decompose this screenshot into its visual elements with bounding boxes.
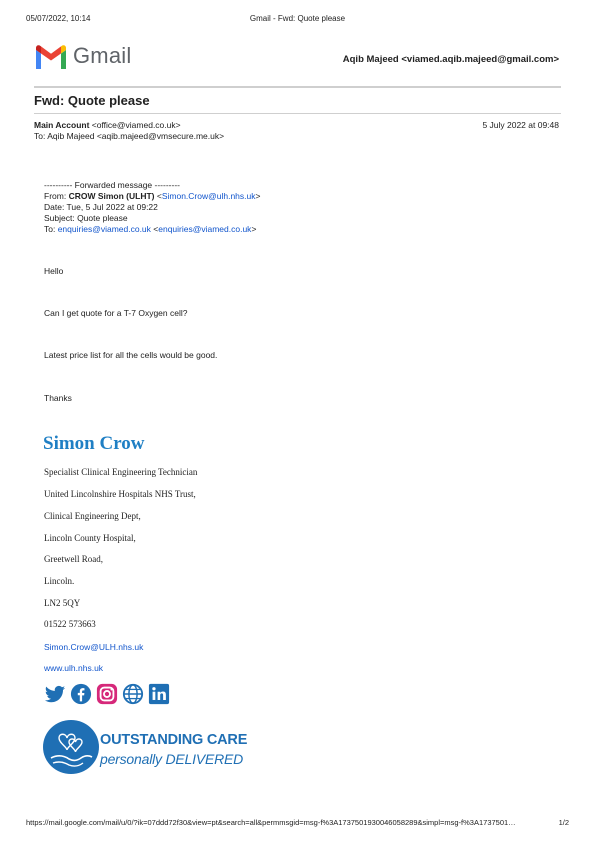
to-email-link-2[interactable]: enquiries@viamed.co.uk	[158, 224, 252, 234]
body-request: Can I get quote for a T-7 Oxygen cell?	[44, 308, 188, 318]
signature-email-link[interactable]: Simon.Crow@ULH.nhs.uk	[44, 642, 144, 652]
signature-line: LN2 5QY	[44, 598, 81, 608]
sent-date: 5 July 2022 at 09:48	[482, 120, 559, 130]
to-close: >	[251, 224, 257, 234]
from-open: <	[154, 191, 162, 201]
signature-line: Greetwell Road,	[44, 554, 103, 564]
signature-website-link[interactable]: www.ulh.nhs.uk	[44, 663, 104, 673]
to-label: To:	[44, 224, 58, 234]
forwarded-from	[44, 191, 260, 201]
body-thanks: Thanks	[44, 393, 72, 403]
facebook-icon[interactable]	[70, 683, 92, 705]
print-datetime: 05/07/2022, 10:14	[26, 14, 91, 23]
sender	[34, 120, 181, 130]
from-email-link[interactable]: Simon.Crow@ulh.nhs.uk	[161, 191, 256, 201]
from-label: From:	[44, 191, 69, 201]
forwarded-divider: ---------- Forwarded message ---------	[44, 180, 180, 190]
signature-line: Clinical Engineering Dept,	[44, 511, 141, 521]
from-close: >	[255, 191, 261, 201]
footer-url: https://mail.google.com/mail/u/0/?ik=07ddd72f30&view=pt&search=all&permmsgid=msg-f%3A1737501930046058289&simpl=msg-f%3A1737501…	[26, 818, 516, 827]
account-email: Aqib Majeed <viamed.aqib.majeed@gmail.com>	[342, 54, 559, 65]
signature-line: Lincoln County Hospital,	[44, 533, 136, 543]
social-icons	[44, 683, 170, 705]
to-open: <	[150, 224, 159, 234]
subject-divider	[34, 113, 561, 114]
print-page-title: Gmail - Fwd: Quote please	[249, 14, 346, 23]
gmail-logo-icon	[34, 45, 68, 69]
twitter-icon[interactable]	[44, 683, 66, 705]
globe-icon[interactable]	[122, 683, 144, 705]
from-name: CROW Simon (ULHT)	[68, 191, 155, 201]
body-price-list: Latest price list for all the cells would be good.	[44, 350, 218, 360]
forwarded-date: Date: Tue, 5 Jul 2022 at 09:22	[44, 202, 158, 212]
signature-name: Simon Crow	[43, 433, 145, 454]
recipient: To: Aqib Majeed <aqib.majeed@vmsecure.me.uk>	[34, 131, 225, 141]
email-subject: Fwd: Quote please	[34, 93, 150, 108]
signature-line: Lincoln.	[44, 576, 75, 586]
signature-line: Specialist Clinical Engineering Technician	[44, 467, 198, 477]
signature-phone: 01522 573663	[44, 619, 96, 629]
body-greeting: Hello	[44, 266, 64, 276]
to-email-link[interactable]: enquiries@viamed.co.uk	[57, 224, 151, 234]
instagram-icon[interactable]	[96, 683, 118, 705]
badge-line-2: personally DELIVERED	[100, 751, 244, 767]
gmail-wordmark: Gmail	[73, 43, 132, 68]
sender-name: Main Account	[34, 120, 90, 130]
outstanding-care-badge	[43, 718, 248, 776]
signature-line: United Lincolnshire Hospitals NHS Trust,	[44, 489, 196, 499]
footer-page-number: 1/2	[558, 818, 569, 827]
forwarded-to	[44, 224, 256, 234]
forwarded-subject: Subject: Quote please	[44, 213, 128, 223]
sender-email: <office@viamed.co.uk>	[89, 120, 181, 130]
badge-line-1: OUTSTANDING CARE	[100, 732, 248, 748]
linkedin-icon[interactable]	[148, 683, 170, 705]
header-divider	[34, 86, 561, 88]
